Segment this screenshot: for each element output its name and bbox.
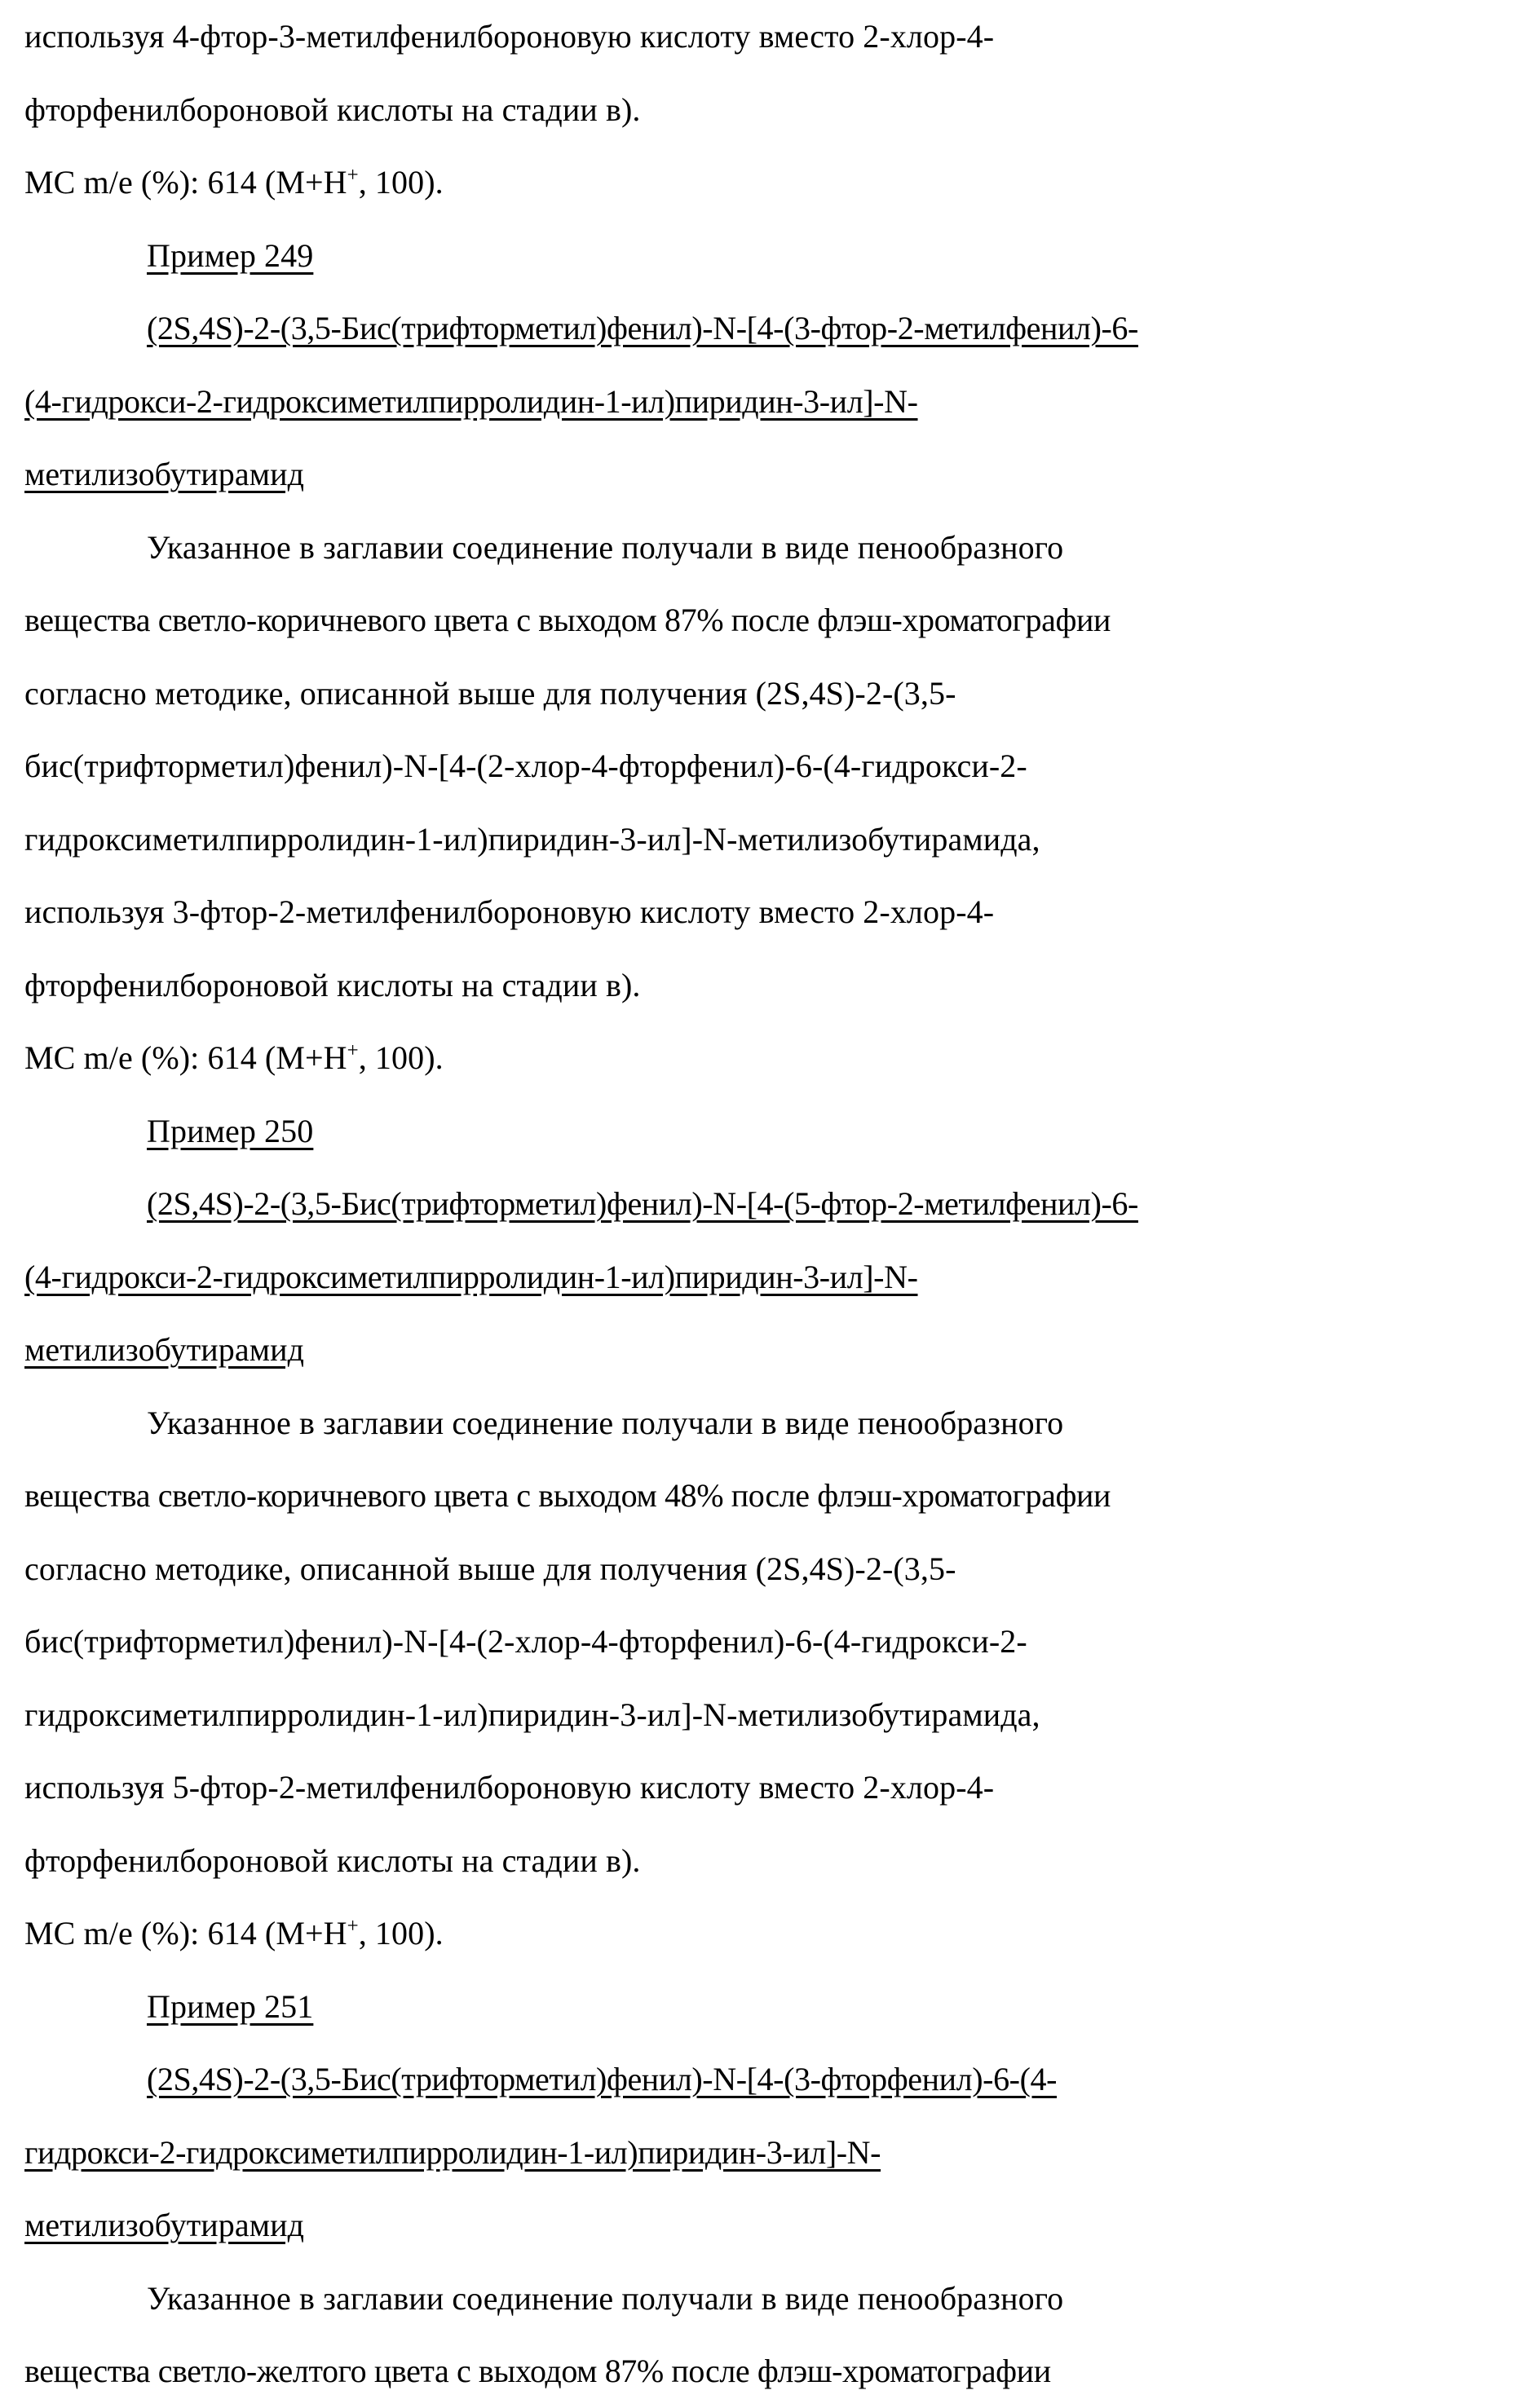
text-line bbox=[24, 803, 1508, 876]
line-text: согласно методике, описанной выше для получения (2S,4S)-2-(3,5- bbox=[24, 674, 956, 712]
line-text: используя 3-фтор-2-метилфенилбороновую кислоту вместо 2-хлор-4- bbox=[24, 893, 995, 930]
compound-title-line bbox=[24, 1167, 1508, 1241]
mass-spec-line bbox=[24, 1021, 1508, 1095]
text-line bbox=[24, 2262, 1508, 2335]
line-text: используя 5-фтор-2-метилфенилбороновую кислоту вместо 2-хлор-4- bbox=[24, 1769, 995, 1806]
text-line bbox=[24, 1751, 1508, 1824]
text-line bbox=[24, 1387, 1508, 1460]
line-text: бис(трифторметил)фенил)-N-[4-(2-хлор-4-фторфенил)-6-(4-гидрокси-2- bbox=[24, 748, 1027, 784]
compound-title-text: гидрокси-2-гидроксиметилпирролидин-1-ил)пиридин-3-ил]-N- bbox=[24, 2133, 881, 2171]
line-text: гидроксиметилпирролидин-1-ил)пиридин-3-ил]-N-метилизобутирамида, bbox=[24, 1696, 1040, 1733]
compound-title-line bbox=[24, 1241, 1508, 1314]
compound-title-text: (4-гидрокси-2-гидроксиметилпирролидин-1-ил)пиридин-3-ил]-N- bbox=[24, 382, 918, 420]
text-line bbox=[24, 730, 1508, 803]
superscript-charge: + bbox=[347, 164, 359, 187]
compound-title-line bbox=[24, 438, 1508, 511]
text-line bbox=[24, 949, 1508, 1022]
ms-prefix: МС m/e (%): 614 (M+H bbox=[24, 164, 347, 201]
line-text: гидроксиметилпирролидин-1-ил)пиридин-3-ил]-N-метилизобутирамида, bbox=[24, 820, 1040, 858]
example-heading-label: Пример 251 bbox=[147, 1987, 314, 2025]
compound-title-text: метилизобутирамид bbox=[24, 456, 305, 492]
compound-title-text: метилизобутирамид bbox=[24, 1331, 305, 1368]
line-text: вещества светло-коричневого цвета с выходом 48% после флэш-хроматографии bbox=[24, 1477, 1111, 1514]
compound-title-line bbox=[24, 2116, 1508, 2190]
text-line bbox=[24, 584, 1508, 657]
compound-title-text: (4-гидрокси-2-гидроксиметилпирролидин-1-ил)пиридин-3-ил]-N- bbox=[24, 1258, 918, 1295]
document-text-body bbox=[24, 0, 1508, 2408]
ms-prefix: МС m/e (%): 614 (M+H bbox=[24, 1039, 347, 1076]
ms-suffix: , 100). bbox=[358, 164, 444, 201]
text-line bbox=[24, 511, 1508, 584]
compound-title-line bbox=[24, 2189, 1508, 2262]
mass-spec-line bbox=[24, 1897, 1508, 1970]
line-text: используя 4-фтор-3-метилфенилбороновую кислоту вместо 2-хлор-4- bbox=[24, 18, 995, 55]
ms-suffix: , 100). bbox=[358, 1039, 444, 1076]
compound-title-text: (2S,4S)-2-(3,5-Бис(трифторметил)фенил)-N-[4-(3-фторфенил)-6-(4- bbox=[147, 2061, 1058, 2097]
text-line bbox=[24, 2335, 1508, 2408]
line-text: Указанное в заглавии соединение получали в виде пенообразного bbox=[147, 2279, 1064, 2317]
line-text: вещества светло-коричневого цвета с выходом 87% после флэш-хроматографии bbox=[24, 602, 1111, 638]
compound-title-text: (2S,4S)-2-(3,5-Бис(трифторметил)фенил)-N-[4-(3-фтор-2-метилфенил)-6- bbox=[147, 310, 1138, 346]
example-heading-249 bbox=[24, 219, 1508, 293]
ms-prefix: МС m/e (%): 614 (M+H bbox=[24, 1915, 347, 1952]
compound-title-line bbox=[24, 1313, 1508, 1387]
text-line bbox=[24, 1459, 1508, 1533]
text-line bbox=[24, 73, 1508, 147]
example-heading-251 bbox=[24, 1970, 1508, 2044]
mass-spec-line bbox=[24, 146, 1508, 219]
example-heading-label: Пример 249 bbox=[147, 236, 314, 274]
compound-title-line bbox=[24, 2043, 1508, 2116]
line-text: фторфенилбороновой кислоты на стадии в). bbox=[24, 90, 641, 128]
example-heading-label: Пример 250 bbox=[147, 1112, 314, 1149]
compound-title-text: (2S,4S)-2-(3,5-Бис(трифторметил)фенил)-N-[4-(5-фтор-2-метилфенил)-6- bbox=[147, 1185, 1138, 1222]
superscript-charge: + bbox=[347, 1039, 359, 1062]
line-text: бис(трифторметил)фенил)-N-[4-(2-хлор-4-фторфенил)-6-(4-гидрокси-2- bbox=[24, 1623, 1027, 1660]
ms-suffix: , 100). bbox=[358, 1915, 444, 1952]
line-text: Указанное в заглавии соединение получали в виде пенообразного bbox=[147, 1404, 1064, 1441]
compound-title-text: метилизобутирамид bbox=[24, 2207, 305, 2243]
compound-title-line bbox=[24, 365, 1508, 439]
text-line bbox=[24, 875, 1508, 949]
compound-title-line bbox=[24, 292, 1508, 365]
text-line bbox=[24, 1605, 1508, 1678]
text-line bbox=[24, 0, 1508, 73]
line-text: Указанное в заглавии соединение получали в виде пенообразного bbox=[147, 528, 1064, 566]
superscript-charge: + bbox=[347, 1915, 359, 1938]
text-line bbox=[24, 1533, 1508, 1606]
example-heading-250 bbox=[24, 1095, 1508, 1168]
line-text: согласно методике, описанной выше для получения (2S,4S)-2-(3,5- bbox=[24, 1550, 956, 1587]
text-line bbox=[24, 1678, 1508, 1752]
text-line bbox=[24, 1824, 1508, 1898]
text-line bbox=[24, 657, 1508, 730]
line-text: вещества светло-желтого цвета с выходом 87% после флэш-хроматографии bbox=[24, 2353, 1051, 2389]
line-text: фторфенилбороновой кислоты на стадии в). bbox=[24, 966, 641, 1003]
line-text: фторфенилбороновой кислоты на стадии в). bbox=[24, 1841, 641, 1879]
